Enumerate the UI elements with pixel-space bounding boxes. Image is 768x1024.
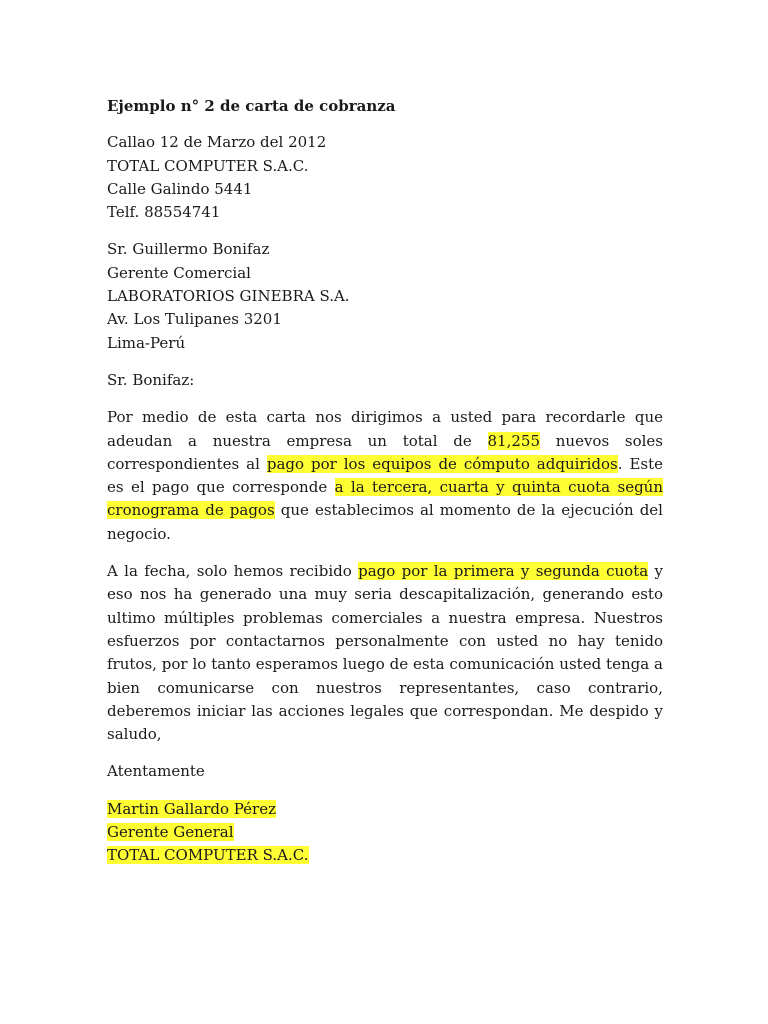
- recipient-block: [107, 238, 663, 354]
- sender-address: Calle Galindo 5441: [107, 179, 253, 198]
- letter-title: Ejemplo n° 2 de carta de cobranza: [107, 97, 396, 115]
- highlighted-amount: 81,255: [487, 431, 540, 450]
- highlighted-phrase: pago por los equipos de cómputo adquiridos: [266, 454, 618, 473]
- paragraph-text: A la fecha, solo hemos recibido: [107, 562, 359, 581]
- sender-phone: Telf. 88554741: [107, 203, 221, 222]
- signature-block: [107, 798, 663, 868]
- sender-company: TOTAL COMPUTER S.A.C.: [107, 156, 309, 175]
- highlighted-phrase: pago por la primera y segunda cuota: [358, 562, 649, 581]
- paragraph-text: y eso nos ha generado una muy seria descapitalización, generando esto ultimo múltiples problemas comerciales a nuestra empresa. Nuestros esfuerzos por contactarnos personalmente con usted no hay tenido frutos, por lo tanto esperamos luego de esta comunicación usted tenga a bien comunicarse con nuestros representantes, caso contrario, deberemos iniciar las acciones legales que correspondan. Me despido y saludo,: [107, 562, 663, 744]
- closing: Atentamente: [107, 762, 205, 781]
- body-paragraph-2: [107, 560, 663, 746]
- sender-date-line: Callao 12 de Marzo del 2012: [107, 133, 327, 152]
- recipient-position: Gerente Comercial: [107, 263, 251, 282]
- paragraph-text: que establecimos al momento de la ejecución del negocio.: [107, 501, 663, 543]
- paragraph-text: . Este es el pago que corresponde: [107, 454, 663, 497]
- recipient-company: LABORATORIOS GINEBRA S.A.: [107, 287, 350, 306]
- salutation: Sr. Bonifaz:: [107, 370, 195, 389]
- sender-block: [107, 131, 663, 224]
- body-paragraph-1: [107, 406, 663, 546]
- highlighted-phrase: a la tercera, cuarta y quinta cuota según cronograma de pagos: [107, 478, 664, 520]
- recipient-city: Lima-Perú: [107, 333, 186, 352]
- highlighted-signature-position: Gerente General: [107, 823, 234, 842]
- highlighted-signature-name: Martin Gallardo Pérez: [107, 799, 277, 818]
- recipient-address: Av. Los Tulipanes 3201: [107, 310, 282, 329]
- signature-name: [107, 798, 663, 821]
- recipient-name: Sr. Guillermo Bonifaz: [107, 240, 270, 259]
- signature-position: [107, 821, 663, 844]
- paragraph-text: Por medio de esta carta nos dirigimos a usted para recordarle que adeudan a nuestra empresa un total de: [107, 408, 663, 450]
- signature-company: [107, 844, 663, 867]
- highlighted-signature-company: TOTAL COMPUTER S.A.C.: [107, 846, 309, 865]
- paragraph-text: nuevos soles correspondientes al: [107, 431, 663, 473]
- letter-page: [107, 95, 663, 868]
